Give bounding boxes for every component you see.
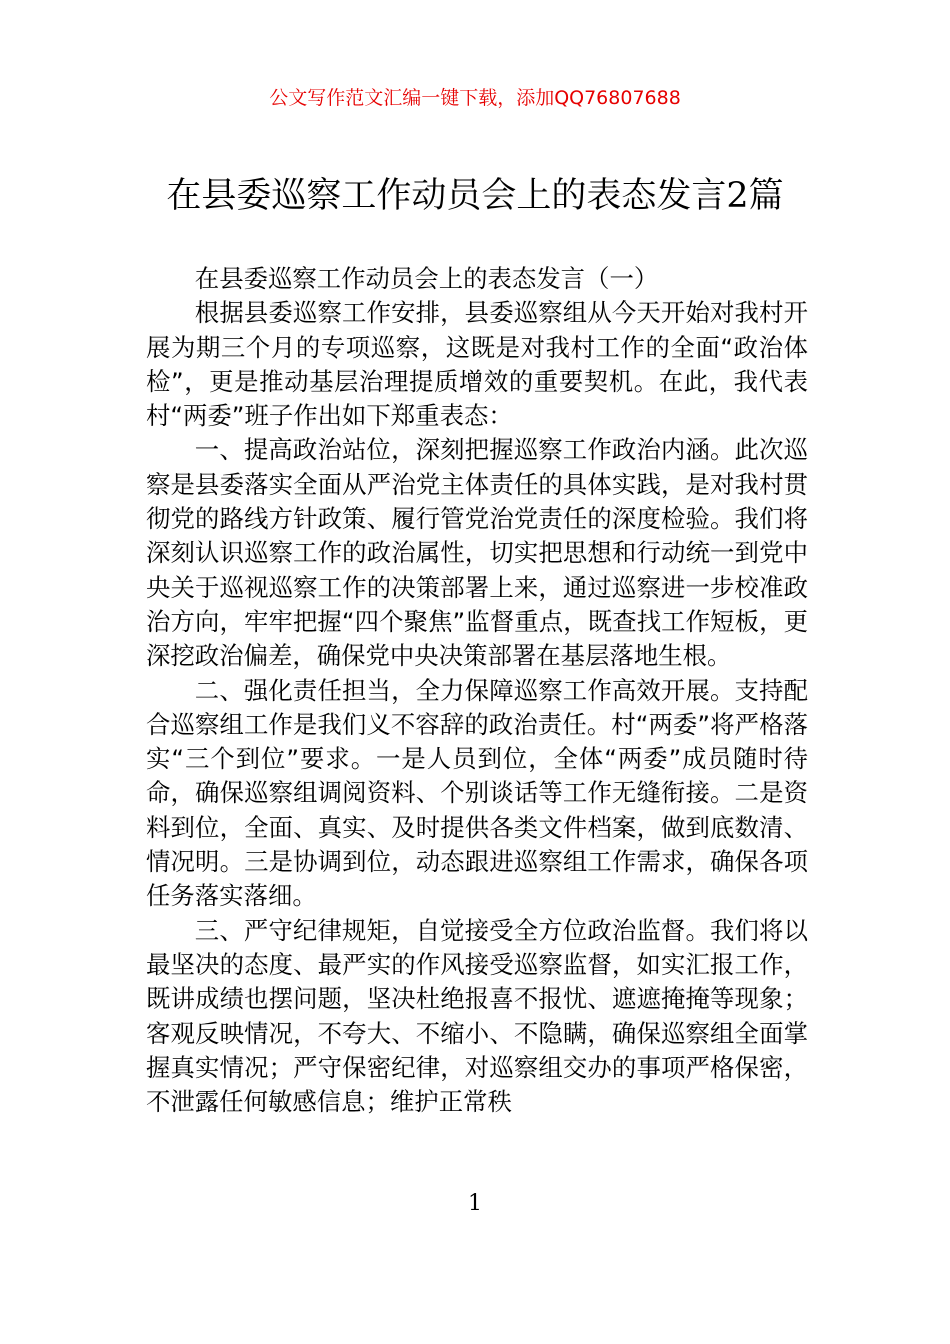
- document-body: [146, 262, 808, 1119]
- page-number: 1: [468, 1191, 482, 1216]
- intro-paragraph: 根据县委巡察工作安排，县委巡察组从今天开始对我村开展为期三个月的专项巡察，这既是对我村工作的全面“政治体检”，更是推动基层治理提质增效的重要契机。在此，我代表村“两委”班子作出如下郑重表态：: [146, 298, 808, 431]
- subtitle-paragraph: 在县委巡察工作动员会上的表态发言（一）: [194, 264, 659, 293]
- promo-line: 公文写作范文汇编一键下载，添加QQ76807688: [269, 87, 681, 109]
- section-one-paragraph: 一、提高政治站位，深刻把握巡察工作政治内涵。此次巡察是县委落实全面从严治党主体责任的具体实践，是对我村贯彻党的路线方针政策、履行管党治党责任的深度检验。我们将深刻认识巡察工作的政治属性，切实把思想和行动统一到党中央关于巡视巡察工作的决策部署上来，通过巡察进一步校准政治方向，牢牢把握“四个聚焦”监督重点，既查找工作短板，更深挖政治偏差，确保党中央决策部署在基层落地生根。: [146, 435, 808, 671]
- section-three-paragraph: 三、严守纪律规矩，自觉接受全方位政治监督。我们将以最坚决的态度、最严实的作风接受巡察监督，如实汇报工作，既讲成绩也摆问题，坚决杜绝报喜不报忧、遮遮掩掩等现象；客观反映情况，不夸大、不缩小、不隐瞒，确保巡察组全面掌握真实情况；严守保密纪律，对巡察组交办的事项严格保密，不泄露任何敏感信息；维护正常秩: [146, 915, 808, 1117]
- section-two-paragraph: 二、强化责任担当，全力保障巡察工作高效开展。支持配合巡察组工作是我们义不容辞的政治责任。村“两委”将严格落实“三个到位”要求。一是人员到位，全体“两委”成员随时待命，确保巡察组调阅资料、个别谈话等工作无缝衔接。二是资料到位，全面、真实、及时提供各类文件档案，做到底数清、情况明。三是协调到位，动态跟进巡察组工作需求，确保各项任务落实落细。: [146, 675, 808, 911]
- document-title: 在县委巡察工作动员会上的表态发言2篇: [166, 176, 784, 216]
